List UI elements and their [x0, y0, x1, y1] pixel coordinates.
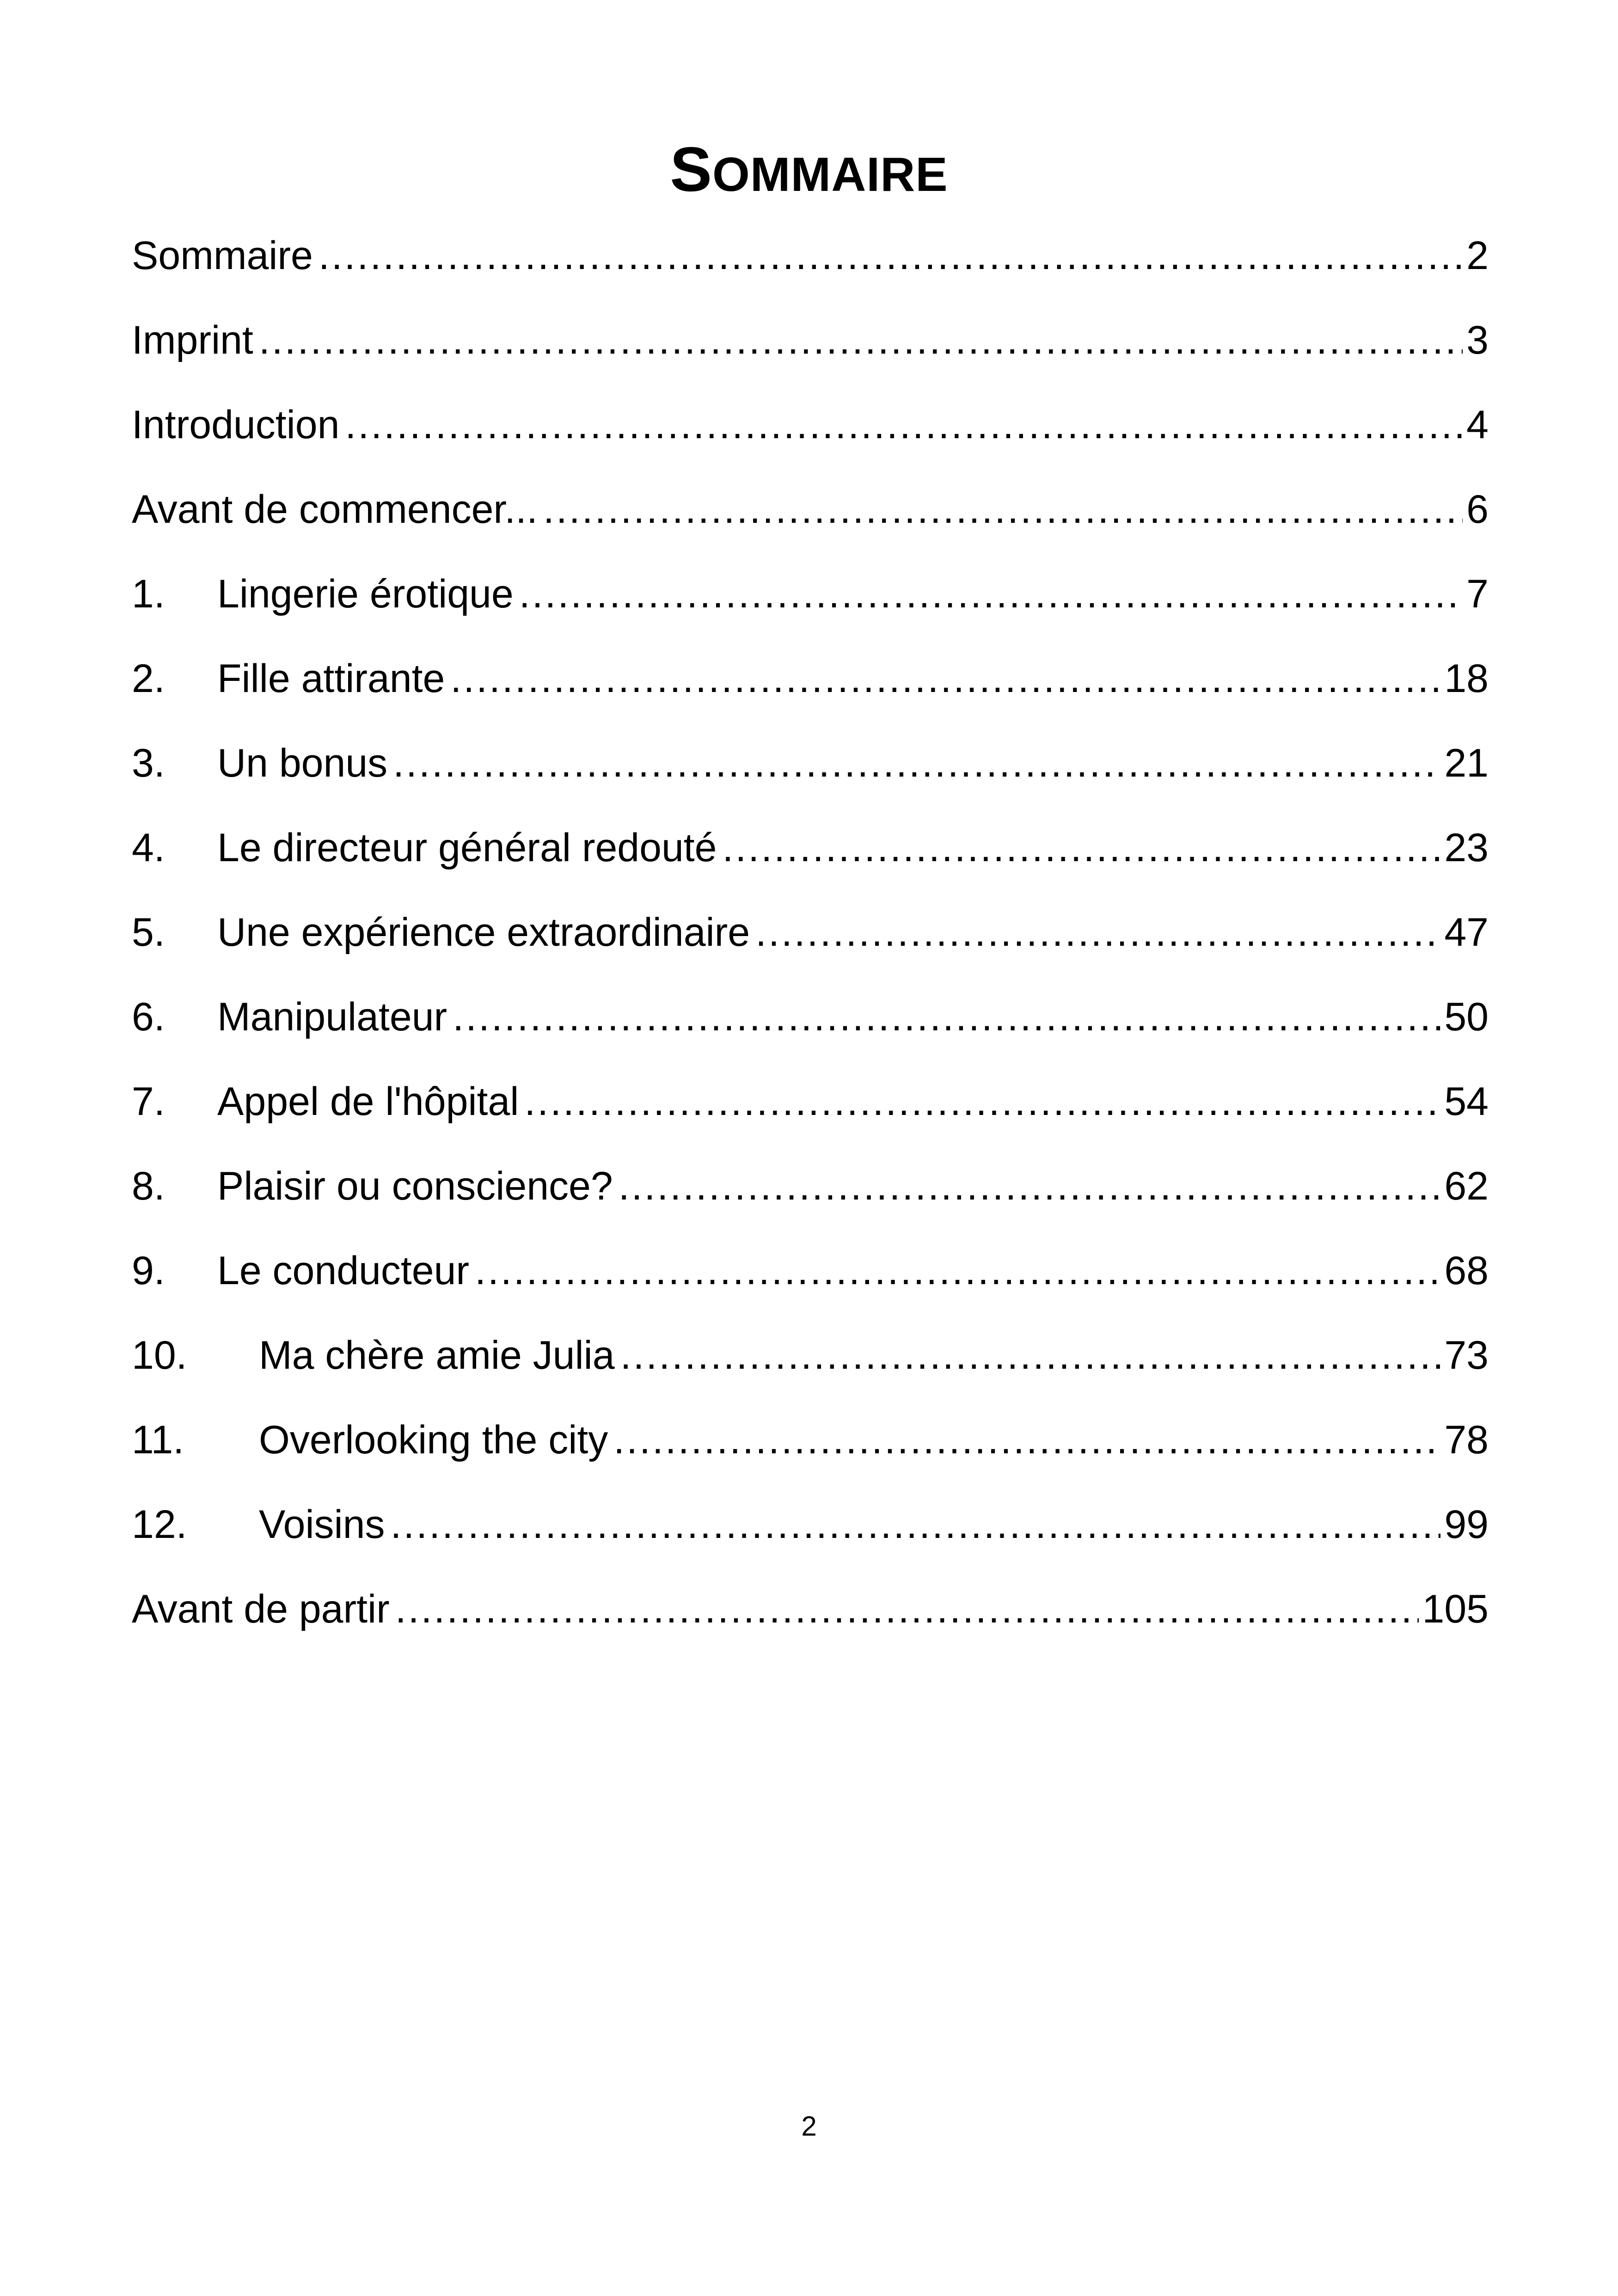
toc-dot-leader — [619, 1158, 1441, 1214]
title-rest: OMMAIRE — [712, 148, 948, 202]
toc-dot-leader — [620, 1328, 1441, 1383]
toc-entry-number: 6. — [132, 995, 165, 1039]
toc-entry-page: 78 — [1444, 1418, 1489, 1462]
toc-entry-label: Avant de commencer... — [132, 487, 538, 532]
toc-entry-label: Overlooking the city — [259, 1418, 608, 1462]
toc-entry-chapter-4[interactable] — [132, 791, 1489, 876]
toc-entry-number: 8. — [132, 1164, 165, 1208]
toc-entry-page: 73 — [1444, 1333, 1489, 1378]
toc-entry-page: 21 — [1444, 741, 1489, 785]
toc-entry-label: Un bonus — [217, 741, 388, 785]
toc-entry-label: Plaisir ou conscience? — [217, 1164, 613, 1208]
toc-entry-avant-de-partir[interactable] — [132, 1552, 1489, 1637]
toc-entry-page: 105 — [1422, 1587, 1489, 1631]
toc-entry-label: Ma chère amie Julia — [259, 1333, 615, 1378]
toc-entry-page: 6 — [1466, 487, 1489, 532]
toc-entry-page: 47 — [1444, 910, 1489, 955]
toc-entry-page: 7 — [1466, 572, 1489, 616]
toc-entry-sommaire[interactable] — [132, 199, 1489, 283]
toc-entry-page: 68 — [1444, 1249, 1489, 1293]
toc-entry-page: 4 — [1466, 403, 1489, 447]
toc-entry-imprint[interactable] — [132, 283, 1489, 368]
toc-entry-chapter-1[interactable] — [132, 537, 1489, 622]
toc-entry-number: 2. — [132, 656, 165, 701]
toc-entry-page: 18 — [1444, 656, 1489, 701]
toc-entry-label: Fille attirante — [217, 656, 445, 701]
toc-entry-number: 3. — [132, 741, 165, 785]
toc-entry-page: 2 — [1466, 233, 1489, 278]
title-initial: S — [670, 134, 713, 205]
toc-entry-label: Voisins — [259, 1502, 385, 1547]
toc-dot-leader — [395, 1581, 1419, 1637]
toc-entry-number: 10. — [132, 1333, 187, 1378]
toc-entry-page: 50 — [1444, 995, 1489, 1039]
toc-entry-label: Lingerie érotique — [217, 572, 514, 616]
toc-dot-leader — [475, 1243, 1440, 1298]
table-of-contents — [132, 199, 1489, 1637]
toc-entry-number: 12. — [132, 1502, 187, 1547]
toc-entry-chapter-3[interactable] — [132, 706, 1489, 791]
toc-dot-leader — [755, 905, 1440, 960]
toc-entry-chapter-7[interactable] — [132, 1045, 1489, 1129]
toc-dot-leader — [259, 312, 1463, 368]
toc-dot-leader — [723, 820, 1441, 876]
toc-entry-number: 7. — [132, 1079, 165, 1124]
toc-dot-leader — [524, 1074, 1440, 1129]
toc-dot-leader — [519, 566, 1463, 622]
toc-entry-number: 11. — [132, 1418, 184, 1462]
toc-entry-label: Le conducteur — [217, 1249, 470, 1293]
toc-entry-chapter-5[interactable] — [132, 876, 1489, 960]
toc-entry-number: 9. — [132, 1249, 165, 1293]
toc-entry-chapter-10[interactable] — [132, 1298, 1489, 1383]
toc-entry-introduction[interactable] — [132, 368, 1489, 453]
toc-entry-page: 99 — [1444, 1502, 1489, 1547]
toc-entry-page: 62 — [1444, 1164, 1489, 1208]
toc-dot-leader — [391, 1497, 1441, 1552]
toc-entry-chapter-12[interactable] — [132, 1468, 1489, 1552]
toc-entry-chapter-9[interactable] — [132, 1214, 1489, 1298]
toc-dot-leader — [450, 651, 1440, 706]
toc-entry-label: Le directeur général redouté — [217, 826, 717, 870]
toc-dot-leader — [319, 228, 1463, 283]
toc-entry-label: Appel de l'hôpital — [217, 1079, 519, 1124]
toc-dot-leader — [613, 1412, 1440, 1468]
toc-dot-leader — [543, 482, 1463, 537]
toc-entry-number: 1. — [132, 572, 165, 616]
toc-entry-page: 3 — [1466, 318, 1489, 362]
toc-entry-label: Une expérience extraordinaire — [217, 910, 750, 955]
toc-entry-page: 23 — [1444, 826, 1489, 870]
page-number: 2 — [801, 2111, 817, 2142]
toc-entry-label: Imprint — [132, 318, 253, 362]
toc-entry-chapter-6[interactable] — [132, 960, 1489, 1045]
toc-entry-label: Avant de partir — [132, 1587, 390, 1631]
toc-entry-page: 54 — [1444, 1079, 1489, 1124]
toc-entry-chapter-11[interactable] — [132, 1383, 1489, 1468]
toc-entry-chapter-8[interactable] — [132, 1129, 1489, 1214]
toc-entry-number: 5. — [132, 910, 165, 955]
toc-dot-leader — [345, 397, 1463, 453]
toc-dot-leader — [453, 989, 1440, 1045]
toc-entry-avant-de-commencer[interactable] — [132, 453, 1489, 537]
toc-entry-number: 4. — [132, 826, 165, 870]
toc-entry-chapter-2[interactable] — [132, 622, 1489, 706]
toc-entry-label: Introduction — [132, 403, 340, 447]
toc-entry-label: Sommaire — [132, 233, 313, 278]
toc-entry-label: Manipulateur — [217, 995, 447, 1039]
toc-dot-leader — [393, 735, 1440, 791]
